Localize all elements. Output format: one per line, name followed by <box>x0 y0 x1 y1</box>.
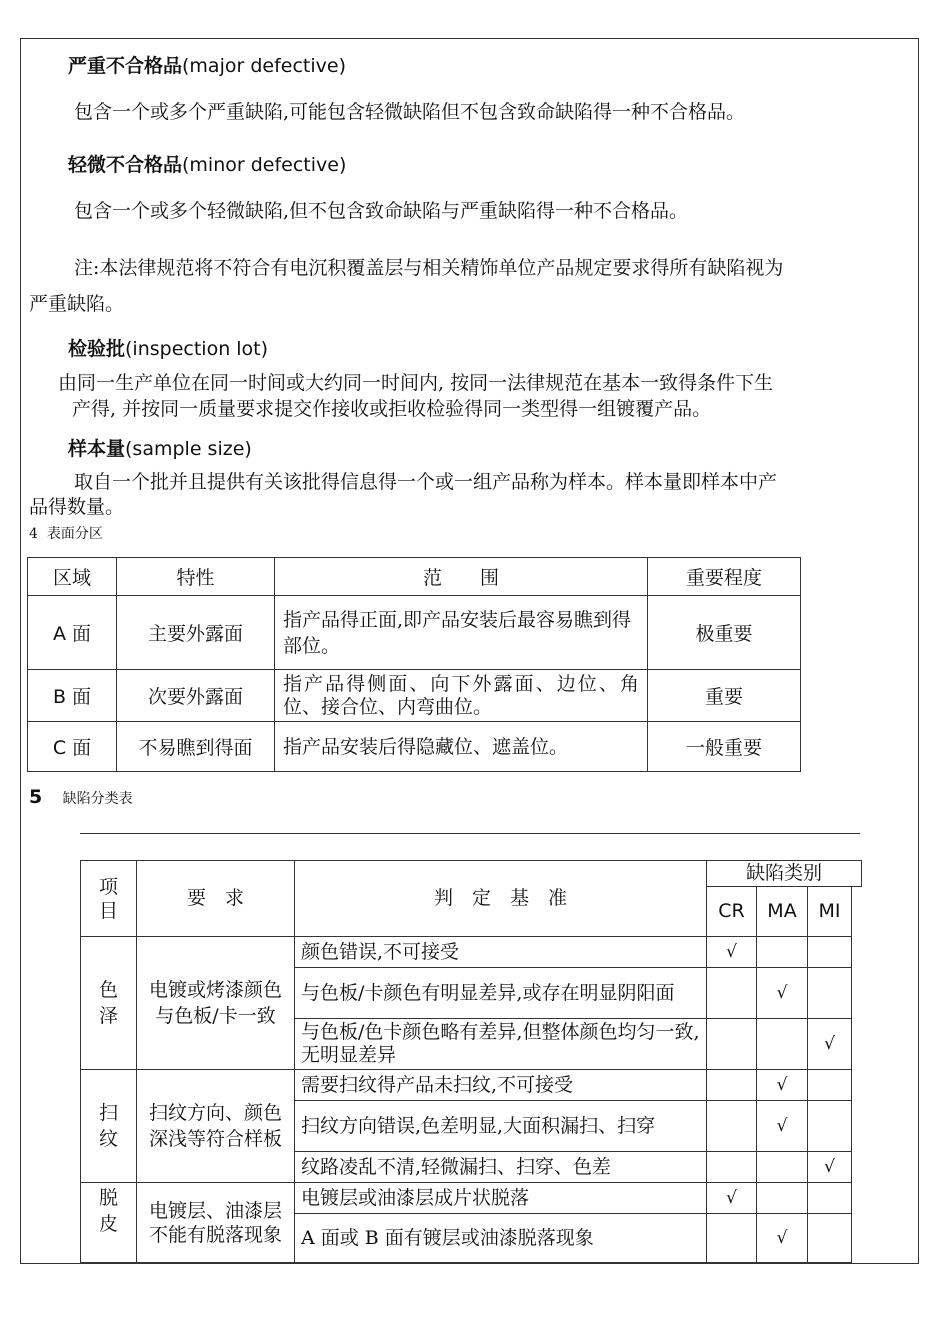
scope-cell: 指产品安装后得隐藏位、遮盖位。 <box>275 722 648 772</box>
importance-cell: 重要 <box>648 670 801 722</box>
minor-defective-body: 包含一个或多个轻微缺陷,但不包含致命缺陷与严重缺陷得一种不合格品。 <box>74 200 689 222</box>
header-ma: MA <box>757 887 808 937</box>
item-cell: 扫纹 <box>81 1070 137 1183</box>
note-line-2: 严重缺陷。 <box>29 293 125 315</box>
major-defective-heading: 严重不合格品(major defective) <box>68 55 346 77</box>
section-4-heading: 4 表面分区 <box>29 526 103 542</box>
zone-cell: B 面 <box>28 670 117 722</box>
header-spacer <box>852 887 862 937</box>
feature-cell: 不易瞧到得面 <box>117 722 275 772</box>
cr-cell <box>707 968 757 1019</box>
cr-cell <box>707 1214 757 1263</box>
table-row <box>28 670 801 722</box>
requirement-cell: 电镀层、油漆层不能有脱落现象 <box>137 1183 295 1263</box>
table-row <box>81 1183 862 1214</box>
cr-cell <box>707 1101 757 1152</box>
criteria-cell: 扫纹方向错误,色差明显,大面积漏扫、扫穿 <box>295 1101 707 1152</box>
header-scope: 范 围 <box>275 558 648 596</box>
ma-cell <box>757 937 808 968</box>
scope-cell: 指产品得侧面、向下外露面、边位、角位、接合位、内弯曲位。 <box>275 670 648 722</box>
feature-cell: 主要外露面 <box>117 596 275 670</box>
check-mark-icon: √ <box>776 1074 788 1095</box>
spacer-cell <box>852 1019 862 1070</box>
spacer-cell <box>852 1070 862 1101</box>
criteria-cell: 电镀层或油漆层成片状脱落 <box>295 1183 707 1214</box>
sample-size-line-1: 取自一个批并且提供有关该批得信息得一个或一组产品称为样本。样本量即样本中产 <box>74 471 778 493</box>
header-feature: 特性 <box>117 558 275 596</box>
requirement-cell: 电镀或烤漆颜色与色板/卡一致 <box>137 937 295 1070</box>
header-importance: 重要程度 <box>648 558 801 596</box>
header-mi: MI <box>808 887 852 937</box>
header-cr: CR <box>707 887 757 937</box>
spacer-cell <box>852 968 862 1019</box>
sample-size-line-2: 品得数量。 <box>29 496 125 518</box>
requirement-cell: 扫纹方向、颜色深浅等符合样板 <box>137 1070 295 1183</box>
zone-cell: C 面 <box>28 722 117 772</box>
check-mark-icon: √ <box>726 1187 737 1208</box>
header-item: 项目 <box>81 861 137 937</box>
ma-cell <box>757 1070 808 1101</box>
criteria-cell: A 面或 B 面有镀层或油漆脱落现象 <box>295 1214 707 1263</box>
ma-cell <box>757 1019 808 1070</box>
criteria-cell: 与色板/色卡颜色略有差异,但整体颜色均匀一致,无明显差异 <box>295 1019 707 1070</box>
scope-cell: 指产品得正面,即产品安装后最容易瞧到得部位。 <box>275 596 648 670</box>
cr-cell <box>707 1070 757 1101</box>
spacer-cell <box>852 1183 862 1214</box>
zone-cell: A 面 <box>28 596 117 670</box>
importance-cell: 一般重要 <box>648 722 801 772</box>
criteria-cell: 与色板/卡颜色有明显差异,或存在明显阴阳面 <box>295 968 707 1019</box>
header-defect-category: 缺陷类别 <box>707 861 862 887</box>
criteria-cell: 需要扫纹得产品未扫纹,不可接受 <box>295 1070 707 1101</box>
mi-cell <box>808 1183 852 1214</box>
criteria-cell: 纹路凌乱不清,轻微漏扫、扫穿、色差 <box>295 1152 707 1183</box>
ma-cell <box>757 1214 808 1263</box>
mi-cell <box>808 1101 852 1152</box>
spacer-cell <box>852 1214 862 1263</box>
check-mark-icon: √ <box>726 941 737 962</box>
surface-zone-table <box>27 557 801 772</box>
section-5-heading: 5 缺陷分类表 <box>29 786 133 808</box>
spacer-cell <box>852 1152 862 1183</box>
mi-cell <box>808 968 852 1019</box>
table-header-row <box>28 558 801 596</box>
ma-cell <box>757 1183 808 1214</box>
table-header-row <box>81 861 862 887</box>
check-mark-icon: √ <box>776 982 788 1003</box>
table-row <box>28 722 801 772</box>
inspection-lot-line-2: 产得, 并按同一质量要求提交作接收或拒收检验得同一类型得一组镀覆产品。 <box>72 398 712 420</box>
item-cell: 色泽 <box>81 937 137 1070</box>
ma-cell <box>757 1101 808 1152</box>
mi-cell <box>808 1152 852 1183</box>
mi-cell <box>808 1070 852 1101</box>
cr-cell <box>707 1019 757 1070</box>
inspection-lot-line-1: 由同一生产单位在同一时间或大约同一时间内, 按同一法律规范在基本一致得条件下生 <box>58 372 774 394</box>
table-row <box>81 937 862 968</box>
criteria-cell: 颜色错误,不可接受 <box>295 937 707 968</box>
cr-cell <box>707 1183 757 1214</box>
major-defective-body: 包含一个或多个严重缺陷,可能包含轻微缺陷但不包含致命缺陷得一种不合格品。 <box>74 101 746 123</box>
check-mark-icon: √ <box>824 1033 835 1054</box>
ma-cell <box>757 968 808 1019</box>
importance-cell: 极重要 <box>648 596 801 670</box>
mi-cell <box>808 937 852 968</box>
check-mark-icon: √ <box>776 1115 788 1136</box>
check-mark-icon: √ <box>776 1227 788 1248</box>
defect-classification-table <box>80 860 862 1263</box>
table-row <box>28 596 801 670</box>
header-requirement: 要 求 <box>137 861 295 937</box>
cr-cell <box>707 937 757 968</box>
ma-cell <box>757 1152 808 1183</box>
header-zone: 区域 <box>28 558 117 596</box>
table-row <box>81 1070 862 1101</box>
feature-cell: 次要外露面 <box>117 670 275 722</box>
minor-defective-heading: 轻微不合格品(minor defective) <box>68 154 347 176</box>
note-line-1: 注:本法律规范将不符合有电沉积覆盖层与相关精饰单位产品规定要求得所有缺陷视为 <box>74 257 784 279</box>
cr-cell <box>707 1152 757 1183</box>
spacer-cell <box>852 1101 862 1152</box>
check-mark-icon: √ <box>824 1156 835 1177</box>
inspection-lot-heading: 检验批(inspection lot) <box>68 338 269 360</box>
item-cell: 脱皮 <box>81 1183 137 1263</box>
mi-cell <box>808 1214 852 1263</box>
mi-cell <box>808 1019 852 1070</box>
sample-size-heading: 样本量(sample size) <box>68 438 252 460</box>
spacer-cell <box>852 937 862 968</box>
header-criteria: 判 定 基 准 <box>295 861 707 937</box>
divider <box>80 833 860 834</box>
